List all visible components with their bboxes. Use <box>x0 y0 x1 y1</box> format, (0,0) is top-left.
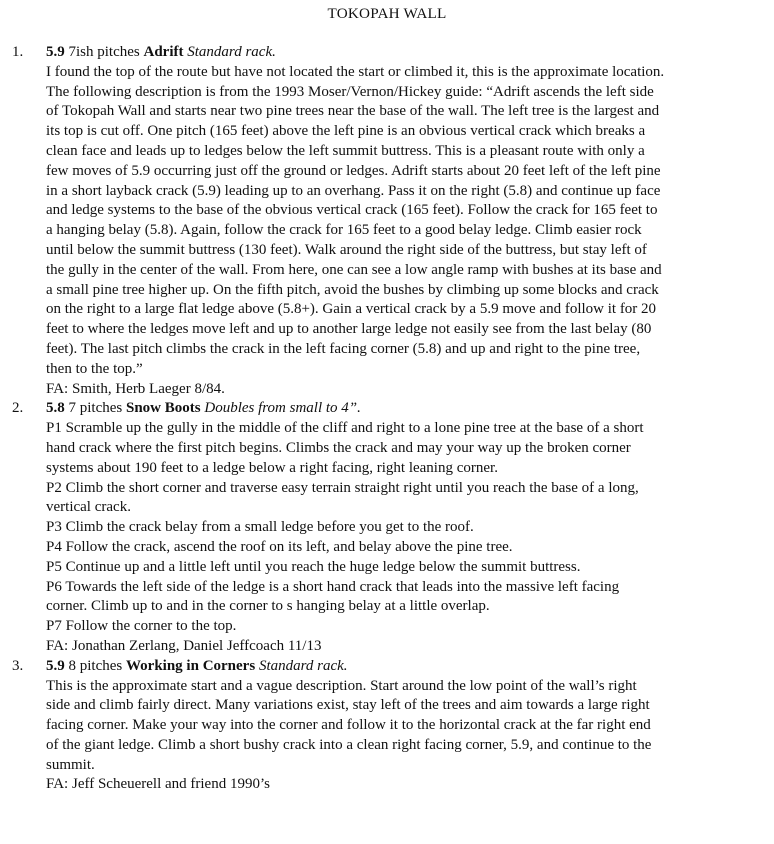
description-line: vertical crack. <box>46 499 131 516</box>
description-line: P7 Follow the corner to the top. <box>46 618 237 635</box>
route-item <box>0 43 774 399</box>
description-line: its top is cut off. One pitch (165 feet) above the left pine is an obvious vertical crack which breaks a <box>46 123 646 140</box>
route-rack: Standard rack. <box>187 44 276 60</box>
description-line: hand crack where the first pitch begins. Climbs the crack and may your way up the broken corner <box>46 439 631 456</box>
description-line: feet to where the ledges move left and up to another large ledge not easily see from the last belay (80 <box>46 321 652 338</box>
route-number: 2. <box>12 400 24 417</box>
route-grade: 5.9 <box>46 657 65 674</box>
route-heading <box>46 43 762 63</box>
route-grade: 5.9 <box>46 44 65 60</box>
description-line: few moves of 5.9 occurring just off the ground or ledges. Adrift starts about 20 feet left of the left pine <box>46 162 661 179</box>
description-line: I found the top of the route but have not located the start or climbed it, this is the approximate location. <box>46 63 665 80</box>
route-name: Adrift <box>143 44 184 60</box>
route-name: Snow Boots <box>126 400 201 417</box>
description-line: facing corner. Make your way into the corner and follow it to the horizontal crack at the far right end <box>46 717 651 734</box>
route-heading <box>46 657 762 677</box>
route-number: 3. <box>12 657 24 674</box>
route-pitches: 7 pitches <box>68 400 123 417</box>
route-grade: 5.8 <box>46 400 65 417</box>
route-body <box>46 399 762 656</box>
route-pitches: 8 pitches <box>68 657 123 674</box>
route-item <box>0 657 774 796</box>
description-line: corner. Climb up to and in the corner to s hanging belay at a little overlap. <box>46 598 490 615</box>
description-line: then to the top.” <box>46 360 143 377</box>
first-ascent-line: FA: Jonathan Zerlang, Daniel Jeffcoach 11/13 <box>46 637 322 654</box>
description-line: summit. <box>46 756 95 773</box>
route-name: Working in Corners <box>126 657 256 674</box>
description-line: the gully in the center of the wall. From here, one can see a low angle ramp with bushes at its base and <box>46 261 662 278</box>
description-line: of the giant ledge. Climb a short bushy crack into a clean right facing corner, 5.9, and continue to the <box>46 736 652 753</box>
route-item <box>0 399 774 656</box>
description-line: a hanging belay (5.8). Again, follow the crack for 165 feet to a good belay ledge. Climb easier rock <box>46 222 642 239</box>
description-line: clean face and leads up to ledges below the left summit buttress. This is a pleasant route with only a <box>46 142 645 159</box>
description-line: This is the approximate start and a vague description. Start around the low point of the wall’s right <box>46 677 637 694</box>
description-line: a small pine tree higher up. On the fifth pitch, avoid the bushes by climbing up some blocks and crack <box>46 281 659 298</box>
route-heading <box>46 399 762 419</box>
description-line: P1 Scramble up the gully in the middle of the cliff and right to a lone pine tree at the base of a short <box>46 420 644 437</box>
route-number: 1. <box>12 44 24 60</box>
description-line: feet). The last pitch climbs the crack in the left facing corner (5.8) and up and right to the pine tree, <box>46 340 641 357</box>
page-title: TOKOPAH WALL <box>327 5 447 22</box>
description-line: P4 Follow the crack, ascend the roof on its left, and belay above the pine tree. <box>46 538 513 555</box>
route-rack: Doubles from small to 4”. <box>204 400 361 417</box>
first-ascent-line: FA: Smith, Herb Laeger 8/84. <box>46 380 225 397</box>
route-body <box>46 657 762 796</box>
description-line: The following description is from the 1993 Moser/Vernon/Hickey guide: “Adrift ascends the left side <box>46 83 654 100</box>
description-line: side and climb fairly direct. Many variations exist, stay left of the trees and aim towards a large right <box>46 697 650 714</box>
description-line: and ledge systems to the base of the obvious vertical crack (165 feet). Follow the crack for 165 feet to <box>46 202 658 219</box>
description-line: P2 Climb the short corner and traverse easy terrain straight right until you reach the base of a long, <box>46 479 639 496</box>
first-ascent-line: FA: Jeff Scheuerell and friend 1990’s <box>46 776 270 793</box>
description-line: P5 Continue up and a little left until you reach the huge ledge below the summit buttress. <box>46 558 581 575</box>
route-list <box>0 43 774 795</box>
route-rack: Standard rack. <box>258 657 348 674</box>
route-body <box>46 43 762 399</box>
description-line: on the right to a large flat ledge above (5.8+). Gain a vertical crack by a 5.9 move and follow it for 20 <box>46 301 657 318</box>
description-line: of Tokopah Wall and starts near two pine trees near the base of the wall. The left tree is the largest and <box>46 103 660 120</box>
description-line: systems about 190 feet to a ledge below a right facing, right leaning corner. <box>46 459 498 476</box>
description-line: P6 Towards the left side of the ledge is a short hand crack that leads into the massive left facing <box>46 578 620 595</box>
description-line: in a short layback crack (5.9) leading up to an overhang. Pass it on the right (5.8) and continue up face <box>46 182 661 199</box>
description-line: until below the summit buttress (130 feet). Walk around the right side of the buttress, but stay left of <box>46 241 647 258</box>
description-line: P3 Climb the crack belay from a small ledge before you get to the roof. <box>46 519 474 536</box>
route-pitches: 7ish pitches <box>68 44 140 60</box>
